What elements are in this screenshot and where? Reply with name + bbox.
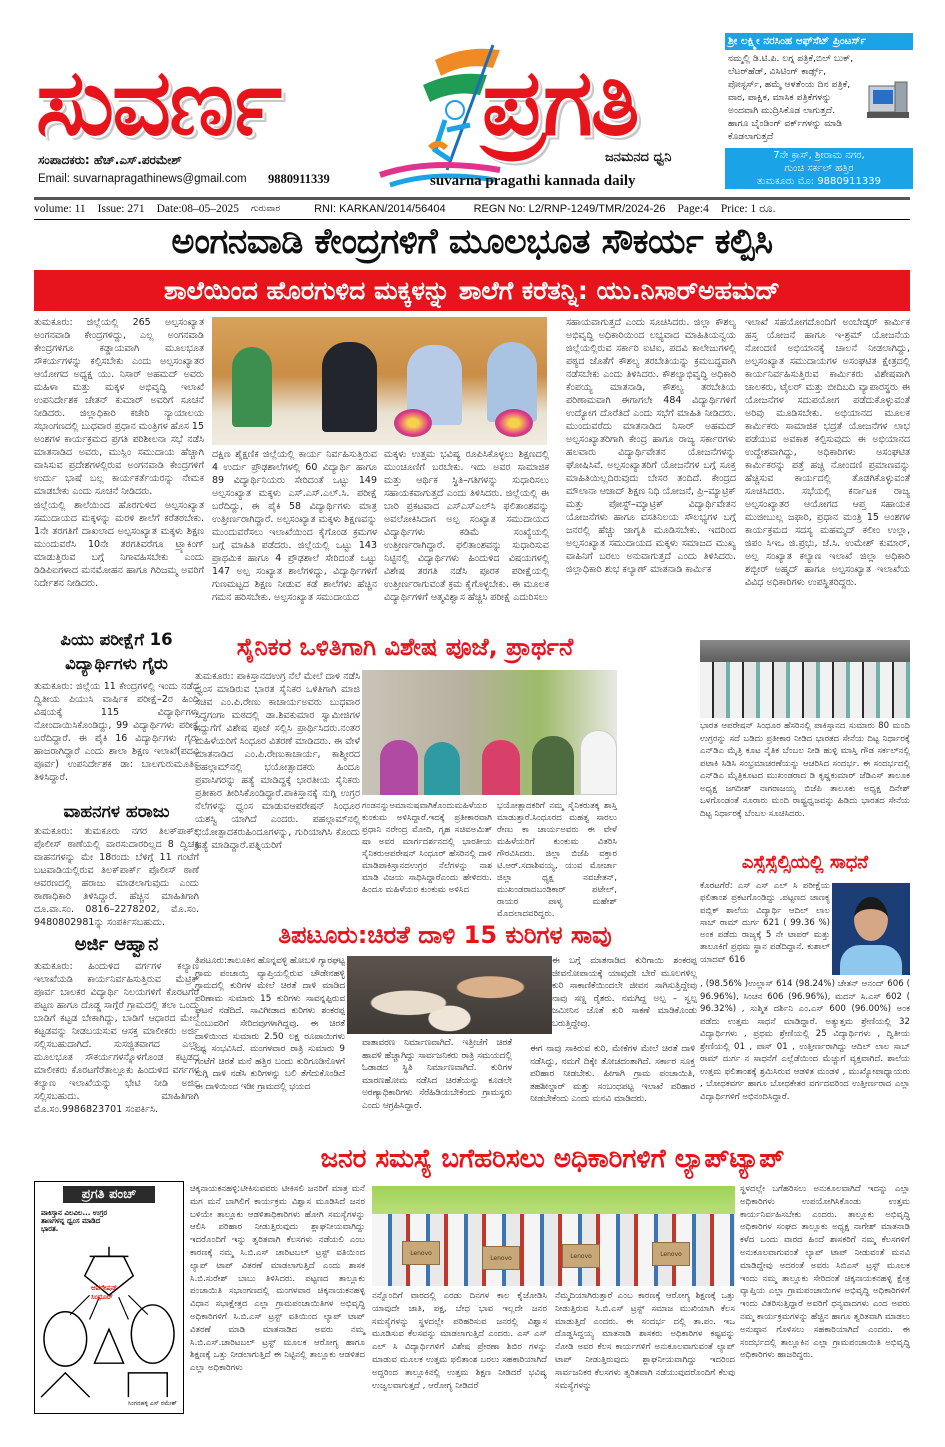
cartoon-title: ಪ್ರಗತಿ ಪಂಚ್ — [63, 1186, 155, 1203]
pu-exam-headline — [34, 628, 199, 676]
price: Price: 1 ರೂ. — [720, 202, 776, 215]
person-figure — [380, 740, 418, 795]
laptop-box: Lenovo — [482, 1246, 520, 1270]
lead-column-2 — [212, 448, 377, 630]
address-line: ತುಮಕೂರು ಮೊ: 9880911339 — [757, 176, 881, 187]
page-number: Page:4 — [677, 203, 709, 215]
lead-column-4 — [566, 316, 736, 621]
vehicle-auction-headline: ವಾಹನಗಳ ಹರಾಜು — [63, 802, 170, 822]
person-figure — [580, 730, 617, 795]
cartoon-drawing-icon — [35, 1237, 183, 1402]
flower-bouquet — [495, 409, 533, 437]
laptop-column-3 — [555, 1290, 735, 1415]
story-paragraph: ಭಾರತ ಆಪರೇಷನ್ ಸಿಂಧೂರ ಹೆಸರಿನಲ್ಲಿ ಪಾಕಿಸ್ತಾನದ ಸುಮಾರು 80 ಮಂದಿ ಉಗ್ರರನ್ನು ಸದೆ ಬಡಿದು ಪ್ರತೀಕಾರ ನೀಡಿದ ಭಾರತದ ಸೇನೆಯ ದಿಟ್ಟ ನಿರ್ಧಾರಕ್ಕೆ ಎನ್‌ಡಿಎ ಮೈತ್ರಿ ಕೂಟ ನೈತಿಕ ಬೆಂಬಲ ನೀಡಿ ಹುಳ್ಳಿ ಮಾಸ್ತಿ ಗೌಡ ಸರ್ಕಲ್‌ನಲ್ಲಿ ಪಟಾಕಿ ಸಿಡಿಸಿ ಸಂಭ್ರಮಾಚರಣೆಯನ್ನು ಆಚರಿಸಿದ ಸಂದರ್ಭ. ಈ ಸಂದರ್ಭದಲ್ಲಿ ಎನ್‌ಡಿಎ ಮೈತ್ರಿಕೂಟದ ಮುಖಂಡರಾದ ಡಿ ಕೃಷ್ಣಕುಮಾರ್ ಜೆಡಿಎಸ್ ತಾಲೂಕ ಅಧ್ಯಕ್ಷ ಜಗದೀಶ್ ನಾಗರಾಜಯ್ಯ ಬಿಜೆಪಿ ತಾಲೂಕು ಅಧ್ಯಕ್ಷ ದಿನೇಶ್ ಒಳಗೊಂಡಂತೆ ನೂರಾರು ಮಂದಿ ರಾಷ್ಟ್ರಧ್ವಜವನ್ನು ಹಿಡಿದು ಭಾರತದ ಸೇನೆಯ ದಿಟ್ಟ ನಿರ್ಧಾರಕ್ಕೆ ಬೆಂಬಲ ಸೂಚಿಸಿದರು. — [700, 721, 910, 819]
story-paragraph: ಈ ಬಗ್ಗೆ ಮಾತನಾಡಿದ ಕುರಿಗಾಯಿ ಶಂಕರಪ್ಪ ಜೀವನೋಪಾಯಕ್ಕೆ ಯಾವುದೇ ಬೇರೆ ಮೂಲಗಳಿಲ್ಲ ಕುರಿ ಸಾಕಾಣಿಕೆಯಿಂದಲೇ ಜೀವನ ಸಾಗಿಸುತ್ತಿದ್ದೇವು ನಾವು ಸಣ್ಣ ರೈತರು. ನಮಗಿದ್ದ ಅಲ್ಪ – ಸ್ವಲ್ಪ ಜಮೀನಿನ ಜೊತೆ ಕುರಿ ಸಾಕಣೆ ಮಾಡಿಕೊಂಡು ಬರುತ್ತಿದ್ದೇವು. — [552, 956, 697, 1029]
lead-paragraph: ಸಹಾಯವಾಗುತ್ತದೆ ಎಂದು ಸೂಚಿಸಿದರು. ಜಿಲ್ಲಾ ಕೌಶಲ್ಯ ಅಭಿವೃದ್ಧಿ ಅಧಿಕಾರಿಯಿಂದ ಲಭ್ಯವಾದ ಮಾಹಿತಿಯನ್ವಯ ಜಿಲ್ಲೆಯಲ್ಲಿರುವ ಸರ್ಕಾರಿ ಐಟಿಐ, ಪದವಿ ಕಾಲೇಜುಗಳಲ್ಲಿ ಪಠ್ಯದ ಜೊತೆಗೆ ಕೌಶಲ್ಯ ತರಬೇತಿಯನ್ನು ಕ್ರಮಬದ್ಧವಾಗಿ ನಡೆಸಬೇಕು ಎಂದು ತಿಳಿಸಿದರು. ಕೌಶಲ್ಯಾಭಿವೃದ್ಧಿ ಅಧಿಕಾರಿ ಕೆಂಪಯ್ಯ ಮಾತನಾಡಿ, ಕೌಶಲ್ಯ ತರಬೇತಿಯ ಪರಿಣಾಮವಾಗಿ ಈಗಾಗಲೇ 484 ವಿದ್ಯಾರ್ಥಿಗಳಿಗೆ ಉದ್ಯೋಗ ದೊರೆತಿದೆ ಎಂದು ಸಭೆಗೆ ಮಾಹಿತಿ ನೀಡಿದರು. ಮುಂದುವರೆದು ಮಾತನಾಡಿದ ನಿಸಾರ್ ಅಹಮದ್ ಅಲ್ಪಸಂಖ್ಯಾತರಿಗಾಗಿ ಕೇಂದ್ರ ಹಾಗೂ ರಾಜ್ಯ ಸರ್ಕಾರಗಳು ಹಲವಾರು ವಿದ್ಯಾರ್ಥಿವೇತನ ಯೋಜನೆಗಳನ್ನು ಘೋಷಿಸಿವೆ. ಅಲ್ಪಸಂಖ್ಯಾತರಿಗೆ ಯೋಜನೆಗಳ ಬಗ್ಗೆ ಸೂಕ್ತ ಮಾಹಿತಿಯಿಲ್ಲದಿರುವುದು ಬೇಸರ ತಂದಿದೆ. ಕೇಂದ್ರದ ಮೌಲಾನಾ ಆಜಾದ್ ಶಿಕ್ಷಣ ನಿಧಿ ಯೋಜನೆ, ಪ್ರಿ–ಮ್ಯಾಟ್ರಿಕ್ ಮತ್ತು ಪೋಸ್ಟ್–ಮ್ಯಾಟ್ರಿಕ್ ವಿದ್ಯಾರ್ಥಿವೇತನ ಯೋಜನೆಗಳು ಹಾಗೂ ವಸತಿನಿಲಯ ಸೌಲಭ್ಯಗಳ ಬಗ್ಗೆ ಜನರಲ್ಲಿ ಹೆಚ್ಚು ಜಾಗೃತಿ ಮೂಡಿಸಬೇಕು. ಇದರಿಂದ ಅಲ್ಪಸಂಖ್ಯಾತ ಸಮುದಾಯದ ಮಕ್ಕಳು ಸಮಾಜದ ಮುಖ್ಯ ವಾಹಿನಿಗೆ ಬರಲು ಅನುವಾಗುತ್ತದೆ ಎಂದು ತಿಳಿಸಿದರು. ಜಿಲ್ಲಾಧಿಕಾರಿ ಶುಭ ಕಲ್ಯಾಣ್ ಮಾತನಾಡಿ ಕಾರ್ಮಿಕ — [566, 317, 736, 575]
rni: RNI: KARKAN/2014/56404 — [314, 203, 446, 215]
person-figure — [232, 347, 272, 427]
tagline: ಜನಮನದ ಧ್ವನಿ — [605, 150, 672, 165]
leopard-headline: ತಿಪಟೂರು:ಚಿರತೆ ದಾಳಿ 15 ಕುರಿಗಳ ಸಾವು — [278, 921, 612, 949]
lead-column-3 — [384, 448, 549, 630]
soldiers-column-1 — [195, 670, 360, 851]
story-paragraph: ತುಮಕೂರು: ತುಮಕೂರು ನಗರ ತಿಲಕ್‌ಪಾರ್ಕ್ ಪೊಲೀಸ್ ಠಾಣೆಯಲ್ಲಿ ವಾರಸುದಾರರಿಲ್ಲದ 8 ದ್ವಿಚಕ್ರ ವಾಹನಗಳನ್ನು ಮೇ 18ರಂದು ಬೆಳಿಗ್ಗೆ 11 ಗಂಟೆಗೆ ಬಟವಾಡಿಯಲ್ಲಿರುವ ತಿಲಕ್‌ಪಾರ್ಕ್ ಪೊಲೀಸ್ ಠಾಣೆ ಆವರಣದಲ್ಲಿ ಹರಾಜು ಮಾಡಲಾಗುವುದು ಎಂದು ಠಾಣಾಧಿಕಾರಿ ತಿಳಿಸಿದ್ದಾರೆ. ಹೆಚ್ಚಿನ ಮಾಹಿತಿಗಾಗಿ ದೂ.ವಾ.ಸಂ. 0816–2278202, ಮೊ.ಸಂ. 9480802981ನ್ನು ಸಂಪರ್ಕಿಸಬಹುದು. — [34, 826, 199, 928]
cartoon-caption: ಪಾಕಿಸ್ತಾನ ವಿಲವಿಲ... ಉಗ್ರರ ತಾಣಗಳನ್ನ ಧ್ವಂಸ ಮಾಡಿದ ಭಾರತ. — [41, 1209, 108, 1233]
soldiers-column-3 — [497, 800, 617, 919]
story-paragraph: ಕೊರಟಗೆರೆ: ಎಸ್ ಎಸ್ ಎಲ್ ಸಿ ಪರೀಕ್ಷೆಯ ಫಲಿತಾಂಶ ಪ್ರಕಟಗೊಂಡಿದ್ದು .ಪಟ್ಟಣದ ಚಾಣಕ್ಯ ಪಬ್ಲಿಕ್ ಶಾಲೆಯ ವಿದ್ಯಾರ್ಥಿ ಆದಿಲ್ ಲಾಲ ಸಾಬ್ ರಾಮ್ ದುರ್ಗ 621 ( 99.36 %) ಅಂಕ ಪಡೆದು ರಾಜ್ಯಕ್ಕೆ 5 ನೇ ಟಾಪರ್ ಮತ್ತು ತಾಲೂಕಿಗೆ ಪ್ರಥಮ ಸ್ಥಾನ ಪಡೆದಿದ್ದಾನೆ. ಕುಶಾಲ್ ಯಾದವ್ 616 — [700, 881, 830, 965]
soldiers-photo — [362, 670, 617, 795]
lead-paragraph: ಮಕ್ಕಳು ಉತ್ತಮ ಭವಿಷ್ಯ ರೂಪಿಸಿಕೊಳ್ಳಲು ಶಿಕ್ಷಣದಲ್ಲಿ ಮುಂಚೂಣಿಗೆ ಬರಬೇಕು. ಇದು ಅವರ ಸಾಮಾಜಿಕ ಮತ್ತು ಆರ್ಥಿಕ ಸ್ಥಿತಿ–ಗತಿಗಳನ್ನು ಸುಧಾರಿಸಲು ಸಹಾಯಕವಾಗುತ್ತದೆ ಎಂದು ತಿಳಿಸಿದರು. ಜಿಲ್ಲೆಯಲ್ಲಿ ಈ ಬಾರಿ ಪ್ರಕಟವಾದ ಎಸ್‌ಎಸ್‌ಎಲ್‌ಸಿ ಫಲಿತಾಂಶವನ್ನು ಅವಲೋಕಿಸಿದಾಗ ಅಲ್ಪ ಸಂಖ್ಯಾತ ಸಮುದಾಯದ ವಿದ್ಯಾರ್ಥಿಗಳು ಕಡಿಮೆ ಸಂಖ್ಯೆಯಲ್ಲಿ ಉತ್ತೀರ್ಣರಾಗಿದ್ದಾರೆ. ಫಲಿತಾಂಶವನ್ನು ಸುಧಾರಿಸುವ ನಿಟ್ಟಿನಲ್ಲಿ ವಿದ್ಯಾರ್ಥಿಗಳು ಹಿಂದುಳಿದ ವಿಷಯಗಳಲ್ಲಿ ವಿಶೇಷ ತರಗತಿ ನಡೆಸಿ ಪೂರಕ ಪರೀಕ್ಷೆಯಲ್ಲಿ ಉತ್ತೀರ್ಣರಾಗುವಂತೆ ಕ್ರಮ ಕೈಗೊಳ್ಳಬೇಕು. ಈ ಮೂಲಕ ವಿದ್ಯಾರ್ಥಿಗಳಿಗೆ ಆತ್ಮವಿಶ್ವಾಸ ಹೆಚ್ಚಿಸಿ ಪರೀಕ್ಷೆ ಎದುರಿಸಲು — [384, 449, 549, 603]
leopard-column-3b — [530, 1043, 695, 1138]
story-paragraph: ತುಮಕೂರು: ಹಿಂದುಳಿದ ವರ್ಗಗಳ ಕಲ್ಯಾಣ ಇಲಾಖೆಯಡಿ ಕಾರ್ಯನಿರ್ವಹಿಸುತ್ತಿರುವ ಮೆಟ್ರಿಕ್ ಪೂರ್ವ ಬಾಲಕರ ವಿದ್ಯಾರ್ಥಿ ನಿಲಯಗಳಿಗೆ ಕೊರಟಗೆರೆ ಪಟ್ಟಣ ಹಾಗೂ ದೊಡ್ಡ ಸಾಗ್ಗೆರೆ ಗ್ರಾಮದಲ್ಲಿ ತಲಾ ಒಂದು ಬಾಡಿಗೆ ಕಟ್ಟಡ ಬೇಕಾಗಿದ್ದು, ಬಾಡಿಗೆ ಆಧಾರದ ಮೇಲೆ ಕಟ್ಟಡವನ್ನು ನೀಡಬಯಸುವ ಆಸಕ್ತ ಮಾಲೀಕರು ಅರ್ಜಿ ಸಲ್ಲಿಸಬಹುದಾಗಿದೆ. ಸುಸಜ್ಜಿತವಾಗದ ಎಲ್ಲಾ ಮೂಲಭೂತ ಸೌಕರ್ಯಗಳನ್ನೊಳಗೊಂಡ ಕಟ್ಟಡದ ಮಾಲೀಕರು ಕೊರಟಗೆರೆತಾಲ್ಲೂಕು ಹಿಂದುಳಿದ ವರ್ಗಗಳ ಕಲ್ಯಾಣ ಇಲಾಖೆಯನ್ನು ಭೇಟಿ ನೀಡಿ ಅರ್ಜಿ ಸಲ್ಲಿಸಬಹುದು. ಮಾಹಿತಿಗಾಗಿ ಮೊ.ಸಂ.9986823701 ಸಂಪರ್ಕಿಸಿ. — [34, 961, 199, 1115]
laptop-headline: ಜನರ ಸಮಸ್ಯೆ ಬಗೆಹರಿಸಲು ಅಧಿಕಾರಿಗಳಿಗೆ ಲ್ಯಾಪ್‌ಟ್ಯಾಪ್ — [320, 1144, 785, 1174]
student-face — [854, 897, 888, 941]
volume: volume: 11 — [34, 203, 86, 215]
laptop-column-1 — [190, 1183, 365, 1413]
phone-contact: 9880911339 — [268, 172, 330, 186]
editor-name: ಸಂಪಾದಕರು: ಹೆಚ್.ಎಸ್.ಪರಮೇಶ್ — [38, 153, 182, 167]
story-paragraph: ಚಿಕ್ಕನಾಯಕನಹಳ್ಳಿ:ಟೀಕಿಸುವವರು ಟೀಕಿಸಲಿ ಜನರಿಗೆ ಮಾತ್ರ ಮನೆ ಮಗ ಮನೆ ಬಾಗಿಲಿಗೆ ಕಾರ್ಯಕ್ರಮ ವಿಶ್ವಾಸ ಮೂಡಿಸಿದೆ ಜನರ ಬಳಿಯೇ ತಾಲ್ಲೂಕು ಆಡಳಿತಾಧಿಕಾರಿಗಳು ಹೋಗಿ ಸಮಸ್ಯೆಗಳನ್ನು ಆಲಿಸಿ ಪರಿಹಾರ ನೀಡುತ್ತಿರುವುದು ಶ್ಲಾಘನೀಯವಾಗಿದ್ದು ಇದರೊಂದಿಗೆ ಇನ್ನು ತ್ವರಿತವಾಗಿ ಕೆಲಸಗಳು ನಡೆಯಲಿ ಎಂಬ ಕಾರಣಕ್ಕೆ ನಮ್ಮ ಸಿ.ಬಿ.ಎಸ್ ಚಾರಿಟಬಲ್ ಟ್ರಸ್ಟ್ ವತಿಯಿಂದ ಲ್ಯಾಪ್ ಟಾಪ್ ವಿತರಣೆ ಮಾಡಲಾಗುತ್ತಿದೆ ಎಂದು ಶಾಸಕ ಸಿ.ಬಿ.ಸುರೇಶ್ ಬಾಬು ತಿಳಿಸಿದರು. ಪಟ್ಟಣದ ತಾಲ್ಲೂಕು ಪಂಚಾಯಿತಿ ಸಭಾಂಗಣದಲ್ಲಿ ಮಂಗಳವಾರ ಚಿಕ್ಕನಾಯಕನಹಳ್ಳಿ ವಿಧಾನ ಸಭಾಕ್ಷೇತ್ರದ ಎಲ್ಲಾ ಗ್ರಾಮಪಂಚಾಯಿತಿಗಳ ಅಭಿವೃದ್ಧಿ ಅಧಿಕಾರಿಗಳಿಗೆ ಸಿ.ಬಿ.ಎಸ್ ಟ್ರಸ್ಟ್ ವತಿಯಿಂದ ಲ್ಯಾಪ್ ಟಾಪ್ ವಿತರಣೆ ಮಾಡಿ ಮಾತನಾಡಿದ ಅವರು ನಮ್ಮ ಸಿ.ಬಿ.ಎಸ್.ಚಾರಿಟಬಲ್ ಟ್ರಸ್ಟ್ ಮೂಲಕ ಆರೋಗ್ಯ ಹಾಗೂ ಶಿಕ್ಷಣಕ್ಕೆ ಒತ್ತು ನೀಡಲಾಗುತ್ತಿದೆ ಈ ನಿಟ್ಟಿನಲ್ಲಿ ತಾಲ್ಲೂಕು ಆಡಳಿತದ ಎಲ್ಲಾ ಅಧಿಕಾರಿಗಳು — [190, 1184, 365, 1374]
rally-photo — [700, 640, 910, 718]
email-contact: Email: suvarnapragathinews@gmail.com — [38, 173, 247, 185]
laptop-box: Lenovo — [402, 1241, 440, 1265]
lead-paragraph: ಜಿಲ್ಲೆಯಲ್ಲಿ ಶಾಲೆಯಿಂದ ಹೊರಗುಳಿದ ಅಲ್ಪಸಂಖ್ಯಾತ ಸಮುದಾಯದ ಮಕ್ಕಳನ್ನು ಮರಳಿ ಶಾಲೆಗೆ ಕರೆತರಬೇಕು. 1ನೇ ತರಗತಿಗೆ ದಾಖಲಾದ ಅಲ್ಪಸಂಖ್ಯಾತ ಮಕ್ಕಳು ಶಿಕ್ಷಣ ಮುಂದುವರೆಸಿ 10ನೇ ತರಗತಿವರೆಗೂ ಟ್ರ್ಯಾಕಿಂಗ್ ಮಾಡುತ್ತಿರುವ ಬಗ್ಗೆ ನಿಗಾವಹಿಸಬೇಕು ಎಂದು ಡಿಡಿಪಿಐಗಳಾದ ಮನಮೋಹನ ಹಾಗೂ ಗಿರಿಜಮ್ಮ ಅವರಿಗೆ ನಿರ್ದೇಶನ ನೀಡಿದರು. — [34, 500, 204, 589]
masthead — [0, 0, 945, 200]
leopard-column-3a — [552, 955, 697, 1040]
sslc-body-2 — [700, 978, 910, 1130]
laptop-column-2 — [372, 1290, 547, 1415]
headline-line: ಪಿಯು ಪರೀಕ್ಷೆಗೆ 16 — [60, 630, 173, 649]
laptop-distribution-photo — [372, 1186, 735, 1286]
laptop-box: Lenovo — [562, 1244, 600, 1268]
flower-bouquet — [394, 409, 432, 437]
story-paragraph: ಭಯೋತ್ಪಾದಕರಿಗೆ ನಮ್ಮ ಸೈನಿಕರುತಕ್ಕ ಶಾಸ್ತಿ ಮಾಡುತ್ತಾರೆ.ಸಿಂಧೂರದ ಮಹತ್ವ ಸಾರಲು ರೇಣು ಕಾ ಚಾರ್ಯಅವರು ಈ ವೇಳೆ ಮಹಿಳೆಯರಿಗೆ ಕುಂಕುಮ ವಿತರಿಸಿ ಗೌರವಿಸಿದರು. ಜಿಲ್ಲಾ ಬಿಜೆಪಿ ವಕ್ತಾರ ಟಿ.ಆರ್.ಸದಾಶಿವಯ್ಯ, ಯುವ ಮೋರ್ಚಾ ಜಿಲ್ಲಾ ಧ್ಯಕ್ಷ ನವಚೇತನ್, ಮುಖಂಡರಾದಬಂಡಿಕಾರ್ ಪಟೇಲ್, ರಾಯರ ಪಾಳ್ಯ ಮಹೇಶ್ ಮೊದಲಾದವರಿದ್ದರು. — [497, 801, 617, 919]
cartoon-signature: ಸಿಂಗನಹಳ್ಳಿ ಎಸ್ ರಮೇಶ್ — [127, 1400, 177, 1407]
student-photo — [832, 883, 910, 975]
logo-title-part2: ಪ್ರಗತಿ — [482, 48, 638, 156]
student-shirt — [840, 945, 902, 975]
vehicle-auction-body — [34, 825, 199, 933]
person-figure — [424, 742, 460, 795]
advert-title: ಶ್ರೀ ಲಕ್ಷ್ಮೀ ನರಸಿಂಹ ಆಫ್‌ಸೆಟ್ ಪ್ರಿಂಟರ್ಸ್ — [725, 33, 913, 50]
issue: Issue: 271 — [97, 203, 145, 215]
pragati-punch-cartoon — [34, 1181, 184, 1414]
sslc-headline: ಎಸ್ಸೆಸ್ಸೆಲ್ಸಿಯಲ್ಲಿ ಸಾಧನೆ — [741, 852, 869, 873]
cartoon-label: ಆಪರೇಷನ್ ಸಿಂಧೂರ್ — [91, 1284, 118, 1301]
leopard-column-1 — [195, 955, 345, 1135]
application-body — [34, 960, 199, 1170]
pu-exam-body — [34, 680, 199, 800]
regn: REGN No: L2/RNP-1249/TMR/2024-26 — [473, 203, 666, 215]
lead-paragraph: ದಕ್ಷಿಣ ಶೈಕ್ಷಣಿಕ ಜಿಲ್ಲೆಯಲ್ಲಿ ಕಾರ್ಯ ನಿರ್ವಹಿಸುತ್ತಿರುವ 4 ಉರ್ದು ಪ್ರೌಢಶಾಲೆಗಳಲ್ಲಿ 60 ವಿದ್ಯಾರ್ಥಿ ಹಾಗೂ 89 ವಿದ್ಯಾರ್ಥಿನಿಯರು ಸೇರಿದಂತೆ ಒಟ್ಟು 149 ಅಲ್ಪಸಂಖ್ಯಾತ ಮಕ್ಕಳು ಎಸ್.ಎಸ್.ಎಲ್.ಸಿ. ಪರೀಕ್ಷೆ ಬರೆದಿದ್ದು, ಈ ಪೈಕಿ 58 ವಿದ್ಯಾರ್ಥಿಗಳು ಮಾತ್ರ ಉತ್ತೀರ್ಣರಾಗಿದ್ದಾರೆ. ಅಲ್ಪಸಂಖ್ಯಾತ ಮಕ್ಕಳು ಶಿಕ್ಷಣವನ್ನು ಮುಂದುವರೆಸಲು ಇಲಾಖೆಯಿಂದ ಕೈಗೊಂಡ ಕ್ರಮಗಳ ಬಗ್ಗೆ ಮಾಹಿತಿ ಪಡೆದರು. ಜಿಲ್ಲೆಯಲ್ಲಿ ಒಟ್ಟು 143 ಪ್ರಾಥಮಿಕ ಹಾಗೂ 4 ಪ್ರೌಢಶಾಲೆ ಸೇರಿದಂತೆ ಒಟ್ಟು 147 ಅಲ್ಪ ಸಂಖ್ಯಾತ ಶಾಲೆಗಳಿದ್ದು, ವಿದ್ಯಾರ್ಥಿಗಳಿಗೆ ಗುಣಮಟ್ಟದ ಶಿಕ್ಷಣ ನೀಡುವ ಕಡೆ ಶಾಲೆಗಳು ಹೆಚ್ಚಿನ ಗಮನ ಹರಿಸಬೇಕು. ಅಲ್ಪಸಂಖ್ಯಾತ ಸಮುದಾಯದ — [212, 449, 377, 603]
story-paragraph: ತಿಪಟೂರು:ತಾಲೂಕಿನ ಹೊನ್ನವಳ್ಳಿ ಹೋಬಳಿ ಗ್ಯಾರಘಟ್ಟ ಗ್ರಾಮ ಪಂಚಾಯ್ತಿ ವ್ಯಾಪ್ತಿಯಲ್ಲಿರುವ ಚೌಡೇನಹಳ್ಳಿ ಗ್ರಾಮದಲ್ಲಿ ಕುರಿಗಳ ಮೇಲೆ ಚಿರತೆ ದಾಳಿ ಮಾಡಿದ ಪರಿಣಾಮ ಸುಮಾರು 15 ಕುರಿಗಳು ಸಾವನ್ನಪ್ಪಿರುವ ಘಟನೆ ನಡೆದಿದೆ. ಸಾವಿಗೀಡಾದ ಕುರಿಗಳು ಶಂಕರಪ್ಪ ಎಂಬುವರಿಗೆ ಸೇರಿದವುಗಳಾಗಿದ್ದವು. ಈ ಚಿರತೆ ದಾಳಿಯಿಂದ ಸುಮಾರು 2.50 ಲಕ್ಷ ರೂಪಾಯಿಗಳು ನಷ್ಟ ಸಂಭವಿಸಿದೆ. ಮಂಗಳವಾರ ರಾತ್ರಿ ಸುಮಾರು 9 ಗಂಟೆಗೆ ಚಿರತೆ ಮನೆ ಹತ್ತಿರ ಬಂದು ಕುರಿಗೂಡಿನೊಳಗೆ ನುಗ್ಗಿ ದಾಳಿ ನಡೆಸಿ ಕುರಿಗಳನ್ನು ಬಲಿ ತೆಗೆದುಕೊಂಡಿದೆ ಈ ದಾಳಿಯಿಂದ ಇಡೀ ಗ್ರಾಮದಲ್ಲಿ ಭಯದ — [195, 956, 345, 1092]
lead-column-1 — [34, 316, 204, 616]
divider — [34, 219, 910, 220]
printer-advert — [725, 33, 913, 193]
lead-paragraph: ತುಮಕೂರು: ಜಿಲ್ಲೆಯಲ್ಲಿ 265 ಅಲ್ಪಸಂಖ್ಯಾತ ಅಂಗನವಾಡಿ ಕೇಂದ್ರಗಳಿದ್ದು, ಎಲ್ಲ ಅಂಗನವಾಡಿ ಕೇಂದ್ರಗಳಿಗೂ ಕಡ್ಡಾಯವಾಗಿ ಮೂಲಭೂತ ಸೌಕರ್ಯಗಳನ್ನು ಕಲ್ಪಿಸಬೇಕು ಎಂದು ಅಲ್ಪಸಂಖ್ಯಾತರ ಆಯೋಗದ ಅಧ್ಯಕ್ಷ ಯು. ನಿಸಾರ್ ಅಹಮದ್ ಅವರು ಮಹಿಳಾ ಮತ್ತು ಮಕ್ಕಳ ಅಭಿವೃದ್ಧಿ ಇಲಾಖೆ ಉಪನಿರ್ದೇಶಕ ಚೇತನ್ ಕುಮಾರ್ ಅವರಿಗೆ ಸೂಚನೆ ನೀಡಿದರು. ಜಿಲ್ಲಾಧಿಕಾರಿ ಕಚೇರಿ ನ್ಯಾಯಾಲಯ ಸಭಾಂಗಣದಲ್ಲಿ ಬುಧವಾರ ಪ್ರಧಾನ ಮಂತ್ರಿಗಳ ಹೊಸ 15 ಅಂಶಗಳ ಕಾರ್ಯಕ್ರಮದ ಪ್ರಗತಿ ಪರಿಶೀಲನಾ ಸಭೆ ನಡೆಸಿ ಮಾತನಾಡಿದ ಅವರು, ಮುಸ್ಲಿಂ ಸಮುದಾಯ ಹೆಚ್ಚಾಗಿ ವಾಸಿಸುವ ಪ್ರದೇಶಗಳಲ್ಲಿರುವ ಅಂಗನವಾಡಿ ಕೇಂದ್ರಗಳಿಗೆ ಉರ್ದು ಭಾಷೆ ಬಲ್ಲ ಕಾರ್ಯಕರ್ತೆಯರನ್ನು ನೇಮಕ ಮಾಡಬೇಕು ಎಂದು ಸೂಚನೆ ನೀಡಿದರು. — [34, 317, 204, 497]
leopard-column-2 — [362, 1037, 512, 1137]
story-paragraph: ಈಗ ನಾವು ಸಾಕಿರುವ ಕುರಿ, ಮೇಕೆಗಳ ಮೇಲೆ ಚಿರತೆ ದಾಳಿ ನಡೆಸಿದ್ದು, ನಮಗೆ ದಿಕ್ಕೇ ತೋಚದಂತಾಗಿದೆ. ಸರ್ಕಾರ ಸೂಕ್ತ ಪರಿಹಾರ ನೀಡಬೇಕು. ಹೀಗಾಗಿ ಗ್ರಾಮ ಪಂಚಾಯಿತಿ, ತಹಶೀಲ್ದಾರ್ ಮತ್ತು ಸಂಬಂಧಪಟ್ಟ ಇಲಾಖೆ ಪರಿಹಾರ ನೀಡಬೇಕೆಂದು ಎಂದು ಮನವಿ ಮಾಡಿದರು. — [530, 1044, 695, 1105]
laptop-box: Lenovo — [652, 1242, 690, 1266]
lead-column-5 — [745, 316, 910, 621]
lead-paragraph: ಇಲಾಖೆ ಸಹಯೋಗದೊಂದಿಗೆ ಅಂಬೇಡ್ಕರ್ ಕಾರ್ಮಿಕ ಹಸ್ತ ಯೋಜನೆ ಹಾಗೂ ಇ-ಶ್ರಮ್ ಯೋಜನೆಯ ನೋಂದಣಿ ಅಭಿಯಾನಕ್ಕೆ ಚಾಲನೆ ನೀಡಲಾಗಿದ್ದು, ಅಲ್ಪಸಂಖ್ಯಾತ ಸಮುದಾಯಗಳ ಅಸಂಘಟಿತ ಕ್ಷೇತ್ರದಲ್ಲಿ ಕಾರ್ಯನಿರ್ವಹಿಸುತ್ತಿರುವ ಕಾರ್ಮಿಕರು ವಿಶೇಷವಾಗಿ ಚಾಲಕರು, ಟೈಲರ್ ಮತ್ತು ಬೀದಿಬದಿ ವ್ಯಾಪಾರಸ್ಥರು ಈ ಯೋಜನೆಗಳ ಸದುಪಯೋಗ ಪಡೆದುಕೊಳ್ಳುವಂತೆ ಅರಿವು ಮೂಡಿಸಬೇಕು. ಅಭಿಯಾನದ ಮೂಲಕ ಕಾರ್ಮಿಕರು ಸಾಮಾಜಿಕ ಭದ್ರತೆ ಯೋಜನೆಗಳ ಲಾಭ ಪಡೆಯುವ ಅವಕಾಶ ಕಲ್ಪಿಸುವುದು ಈ ಅಭಿಯಾನದ ಉದ್ದೇಶವಾಗಿದ್ದು, ಅಧಿಕಾರಿಗಳು ಅಸಂಘಟಿತ ಕಾರ್ಮಿಕರನ್ನು ಪತ್ತೆ ಹಚ್ಚಿ ನೋಂದಣಿ ಪ್ರಮಾಣವನ್ನು ಹೆಚ್ಚಿಸುವ ಕಾರ್ಯದಲ್ಲಿ ತೊಡಗಿಕೊಳ್ಳುವಂತೆ ಸೂಚಿಸಿದರು. ಸಭೆಯಲ್ಲಿ ಕರ್ನಾಟಕ ರಾಜ್ಯ ಅಲ್ಪಸಂಖ್ಯಾತರ ಆಯೋಗದ ಆಪ್ತ ಸಹಾಯಕ ಮುಜೀಬುಲ್ಲ ಜಫಾರಿ, ಪ್ರಧಾನ ಮಂತ್ರಿ 15 ಅಂಶಗಳ ಕಾರ್ಯಕ್ರಮದ ಸದಸ್ಯ ಮಹಮ್ಮದ್ ಕಲೀಂ ಉಲ್ಲಾ, ಜಿಪಂ ಸಿಇಒ ಜಿ.ಪ್ರಭು, ಜೆ.ಸಿ. ಉಮೇಶ್ ಕುಮಾರ್, ಅಲ್ಪ ಸಂಖ್ಯಾತ ಕಲ್ಯಾಣ ಇಲಾಖೆ ಜಿಲ್ಲಾ ಅಧಿಕಾರಿ ಶಬ್ಬೀರ್ ಅಹ್ಮದ್ ಹಾಗೂ ಅಲ್ಪಸಂಖ್ಯಾತ ಇಲಾಖೆಯ ವಿವಿಧ ಅಧಿಕಾರಿಗಳು ಉಪಸ್ಥಿತರಿದ್ದರು. — [745, 317, 910, 588]
story-paragraph: ವಾತಾವರಣ ನಿರ್ಮಾಣವಾಗಿದೆ. ಇತ್ತೀಚೆಗೆ ಚಿರತೆ ಹಾವಳಿ ಹೆಚ್ಚಾಗಿದ್ದು ಸಾರ್ವಜನಿಕರು ರಾತ್ರಿ ಸಮಯದಲ್ಲಿ ಓಡಾಡದ ಸ್ಥಿತಿ ನಿರ್ಮಾಣವಾಗಿದೆ. ಕುರಿಗಳ ಮಾರಣಹೋಮ ನಡೆಸಿದ ಚಿರತೆಯನ್ನು ಕೂಡಲೇ ಅರಣ್ಯಾಧಿಕಾರಿಗಳು ಸೆರೆಹಿಡಿಯಬೇಕೆಂದು ಗ್ರಾಮಸ್ಥರು ಎಂದು ಆಗ್ರಹಿಸಿದ್ದಾರೆ. — [362, 1038, 512, 1111]
logo-title-part1: ಸುವರ್ಣ — [36, 48, 281, 156]
soldiers-column-2 — [362, 800, 492, 910]
story-paragraph: ತುಮಕೂರು: ಜಿಲ್ಲೆಯ 11 ಕೇಂದ್ರಗಳಲ್ಲಿ ಇಂದು ನಡೆದ ದ್ವಿತೀಯ ಪಿಯುಸಿ ವಾರ್ಷಿಕ ಪರೀಕ್ಷೆ–2ರ ಹಿಂದಿ ವಿಷಯಕ್ಕೆ 115 ವಿದ್ಯಾರ್ಥಿಗಳು ನೋಂದಾಯಿಸಿಕೊಂಡಿದ್ದು, 99 ವಿದ್ಯಾರ್ಥಿಗಳು ಪರೀಕ್ಷೆ ಬರೆದಿದ್ದಾರೆ. ಈ ಪೈಕಿ 16 ವಿದ್ಯಾರ್ಥಿಗಳು ಗೈರು ಹಾಜರಾಗಿದ್ದಾರೆ ಎಂದು ಶಾಲಾ ಶಿಕ್ಷಣ ಇಲಾಖೆ(ಪದವಿ ಪೂರ್ವ) ಉಪನಿರ್ದೇಶಕ ಡಾ: ಬಾಲಗುರುಮೂರ್ತಿ ತಿಳಿಸಿದ್ದಾರೆ. — [34, 681, 199, 783]
subtitle: suvarna pragathi kannada daily — [430, 173, 636, 189]
story-paragraph: ನೆಮ್ಮದಿಯಾಗಿರುತ್ತಾರೆ ಎಂಬ ಕಾರಣಕ್ಕೆ ಆರೋಗ್ಯ ಶಿಕ್ಷಣಕ್ಕೆ ಒತ್ತು ನೀಡುತ್ತಿರುವ ಸಿ.ಬಿ.ಎಸ್ ಟ್ರಸ್ಟ್ ಸಮಾಜ ಮುಖಿಯಾಗಿ ಕೆಲಸ ಮಾಡುತ್ತಿದೆ ಎಂದರು. ಈ ಸಂದರ್ಭ ದಲ್ಲಿ ತಾ.ಪಂ. ಇಒ ದೊಡ್ಡಸಿದ್ದಯ್ಯ ಮಾತನಾಡಿ ಶಾಸಕರು ಅಧಿಕಾರಿಗಳ ಕಷ್ಟವನ್ನು ನೋಡಿ ಅವರ ಕೆಲಸ ಕಾರ್ಯಗಳಿಗೆ ಅನುಕೂಲವಾಗುವಂತೆ ಲ್ಯಾಪ್ ಟಾಪ್ ನೀಡುತ್ತಿರುವುದು ಶ್ಲಾಘನೀಯವಾಗಿದ್ದು ಇದರಿಂದ ಸಾರ್ವಜನಿಕರ ಕೆಲಸಗಳು ತ್ವರಿತವಾಗಿ ನಡೆಯುವುದರೊಂದಿಗೆ ಕೆಲವು ಸಮಸ್ಯೆಗಳನ್ನು — [555, 1291, 735, 1391]
story-paragraph: , (98.56% )ಉಲ್ಲಾಸ್ 614 (98.24%) ಚೇತನ್ ಆನಂದ್ 606 ( 96.96%), ಸಿಂಚನ 606 (96.96%), ಮದನ್ ಸಿ.ಎಸ್ 602 ( 96.32%) , ಸುಶ್ಮಿತ ದರ್ಶಿನಿ ಎಂ.ಎಸ್ 600 (96.00%) ಅಂಕ ಪಡೆದು ಉತ್ತಮ ಸಾಧನೆ ಮಾಡಿದ್ದಾರೆ. ಅತ್ಯುತ್ತಮ ಶ್ರೇಣಿಯಲ್ಲಿ 32 ವಿದ್ಯಾರ್ಥಿಗಳು , ಪ್ರಥಮ ಶ್ರೇಣಿಯಲ್ಲಿ 25 ವಿದ್ಯಾರ್ಥಿಗಳು , ದ್ವಿತೀಯ ಶ್ರೇಣಿಯಲ್ಲಿ 01 , ಪಾಸ್ 01 , ಉತ್ತೀರ್ಣರಾಗಿದ್ದು ಆದಿಲ್ ಲಾಲ ಸಾಬ್ ರಾಮ್ ದುರ್ಗ ನ ಸಾಧನೆಗೆ ಎಲ್ಲೆಡೆಯಿಂದ ಮೆಚ್ಚುಗೆ ವ್ಯಕ್ತವಾಗಿದೆ. ಶಾಲೆಯ ಉತ್ತಮ ಫಲಿತಾಂಶಕ್ಕೆ ಶ್ರಮಿಸಿರುವ ಆಡಳಿತ ಮಂಡಳಿ , ಮುಖ್ಯೋಪಾಧ್ಯಾಯರು , ಬೋಧಕವರ್ಗ ಹಾಗೂ ಬೋಧಕೇತರ ವರ್ಗದವರಿಂದ ಉತ್ತೀರ್ಣರಾದ ಎಲ್ಲಾ ವಿದ್ಯಾರ್ಥಿಗಳಿಗೆ ಅಭಿನಂದಿಸಿದ್ದಾರೆ. — [700, 979, 910, 1102]
advert-address — [725, 148, 913, 189]
rally-caption — [700, 720, 910, 848]
advert-body: ನಮ್ಮಲ್ಲಿ ಡಿ.ಟಿ.ಪಿ. ಲಗ್ನ ಪತ್ರಿಕೆ,ಬಿಲ್ ಬುಕ್, ಲೆಟರ್‌ಹೆಡ್, ವಿಸಿಟಿಂಗ್ ಕಾರ್ಡ್ಸ್, ಪೋಸ್ಟರ್ಸ್, ಹಮ್ಮೆ ಆಳತೆಂಯ ದಿನ ಪತ್ರಿಕೆ, ವಾರ, ಪಾಕ್ಷಿಕ, ಮಾಸಿಕ ಪತ್ರಿಕೆಗಳನ್ನು ಅಂದವಾಗಿ ಮುದ್ರಿಸಿಕೊಡ ಲಾಗುತ್ತದೆ. ಹಾಗೂ ಬೈಂಡಿಂಗ್ ವರ್ಕ್‌ಗಳನ್ನು ಮಾಡಿ ಕೊಡಲಾಗುತ್ತದೆ — [728, 53, 854, 142]
sslc-body-1 — [700, 880, 830, 980]
person-figure — [322, 342, 377, 432]
lead-headline: ಅಂಗನವಾಡಿ ಕೇಂದ್ರಗಳಿಗೆ ಮೂಲಭೂತ ಸೌಕರ್ಯ ಕಲ್ಪಿಸಿ — [171, 222, 773, 262]
crowd — [700, 662, 910, 718]
soldiers-headline: ಸೈನಿಕರ ಒಳಿತಿಗಾಗಿ ವಿಶೇಷ ಪೂಜೆ, ಪ್ರಾರ್ಥನೆ — [236, 633, 574, 661]
date: Date:08–05–2025 — [156, 203, 240, 215]
laptop-column-4 — [740, 1183, 910, 1418]
story-paragraph: ಸ್ಥಳದಲ್ಲೇ ಬಗೆಹರಿಸಲು ಅನುಕೂಲವಾಗಿದೆ ಇದನ್ನು ಎಲ್ಲಾ ಅಧಿಕಾರಿಗಳು ಉಪಯೋಗಿಸಿಕೊಂಡು ಉತ್ತಮ ಕಾರ್ಯನಿರ್ವಹಿಸಬೇಕು ಎಂದರು. ತಾಲ್ಲೂಕು ಅಭಿವೃದ್ಧಿ ಅಧಿಕಾರಿಗಳ ಸಂಘದ ತಾಲ್ಲೂಕು ಅಧ್ಯಕ್ಷ ನಾಗೇಶ್ ಮಾತನಾಡಿ ಕಳೆದ ಒಂದು ವಾರದ ಹಿಂದೆ ಶಾಸಕರಿಗೆ ನಮ್ಮ ಕೆಲಸಗಳಿಗೆ ಅನುಕೂಲವಾಗುವಂತೆ ಲ್ಯಾಪ್ ಟಾಪ್ ನೀಡುವಂತೆ ಮನವಿ ಮಾಡಿದ್ದೇವು ಅದರಂತೆ ಅವರು ಸಿಬಿಎಸ್ ಟ್ರಸ್ಟ್ ಮೂಲಕ ಇಂದು ನಮ್ಮ ತಾಲ್ಲೂಕು ಸೇರಿದಂತೆ ಚಿಕ್ಕನಾಯಕನಹಳ್ಳಿ ಕ್ಷೇತ್ರ ವ್ಯಾಪ್ತಿಯ ಎಲ್ಲಾ ಗ್ರಾಮಪಂಚಾಯಿಗಳ ಅಭಿವೃದ್ಧಿ ಅಧಿಕಾರಿಗಳಿಗೆ ಇಂದು ವಿತರಿಸುತ್ತಿದ್ದಾರೆ ಅವರಿಗೆ ಧನ್ಯವಾದಗಳು ಎಂದ ಅವರು ನಮ್ಮ ಕಾರ್ಯಕ್ರಮಗಳನ್ನು ಹೆಚ್ಚಿನ ಹಾಗೂ ತ್ವರಿತವಾಗಿ ಮಾಡಲು ಅನುಷ್ಠಾನ ಗೊಳಿಸಲು ಸಹಕಾರಿಯಾಗಿದೆ ಎಂದರು. ಈ ಸಂದರ್ಭದಲ್ಲಿ ತಾಲ್ಲೂಕಿನ ಎಲ್ಲಾ ಗ್ರಾಮಪಂಚಾಯಿತಿ ಅಭಿವೃದ್ಧಿ ಅಧಿಕಾರಿಗಳು ಹಾಜರಿದ್ದರು. — [740, 1184, 910, 1361]
story-paragraph: ನನ್ನೊಂದಿಗೆ ವಾರದಲ್ಲಿ ಎರಡು ದಿನಗಳ ಕಾಲ ಕೈಜೋಡಿಸಿ ಯಾವುದೇ ಜಾತಿ, ಪಕ್ಷ, ಬೇಧ ಭಾವ ಇಲ್ಲದೇ ಜನರ ಸಮಸ್ಯೆಗಳನ್ನು ಸ್ಥಳದಲ್ಲೇ ಪರಿಹರಿಸುವ ಜನರಲ್ಲಿ ವಿಶ್ವಾಸ ಮೂಡಿಸುವ ಕೆಲಸವನ್ನು ಮಾಡಲಾಗುತ್ತಿದೆ ಎಂದರು. ಎಸ್ ಎಸ್ ಎಲ್ ಸಿ ವಿದ್ಯಾರ್ಥಿಗಳಿಗೆ ವಿಶೇಷ ಪ್ರೇರಣಾ ಶಿಬಿರ ಗಳನ್ನು ಮಾಡುವ ಮೂಲಕ ಉತ್ತಮ ಫಲಿತಾಂಶ ಬರಲು ಸಹಕಾರಿಯಾಗಿದೆ ಅದ್ದರಿಂದ ತಾಲ್ಲೂಕಿನಲ್ಲಿ ಉತ್ತಮ ಶಿಕ್ಷಣ ನೀಡಿದರೆ ಭವಿಷ್ಯ ಉಜ್ವಲವಾಗುತ್ತದೆ , ಆರೋಗ್ಯ ನೀಡಿದರೆ — [372, 1291, 547, 1391]
person-figure — [482, 740, 520, 795]
application-headline: ಅರ್ಜಿ ಆಹ್ವಾನ — [74, 934, 159, 955]
story-paragraph: ಗಂಡನನ್ನುಅಮಾನುಷವಾಗಿಕೊಂದುಮಹಿಳೆಯರ ಕುಂಕುಮ ಅಳಿಸಿದ್ದಾರೆ.ಇದಕ್ಕೆ ಪ್ರತೀಕಾರವಾಗಿ ಪ್ರಧಾನಿ ನರೇಂದ್ರ ಮೋದಿ, ಗೃಹ ಸಚಿವಅಮಿತ್ ಷಾ ಅವರ ಮಾರ್ಗದರ್ಶನದಲ್ಲಿ ಭಾರತೀಯ ಸೈನಿಕರುಆಪರೇಷನ್ ಸಿಂಧೂರ್ ಹೆಸರಿನಲ್ಲಿ ದಾಳಿ ಮಾಡಿಪಾಕಿಸ್ತಾನದಉಗ್ರರ ನೆಲೆಗಳನ್ನು ನಾಶ ಮಾಡಿ ವಿಜಯ ಸಾಧಿಸಿದ್ದಾರೆಎಂದು ಹೇಳಿದರು. ಹಿಂದೂ ಮಹಿಳೆಯರ ಕುಂಕುಮ ಅಳಿಸಿದ — [362, 801, 492, 895]
meeting-photo — [212, 317, 547, 445]
day: ಗುರುವಾರ — [251, 204, 281, 214]
story-paragraph: ತುಮಕೂರು: ಪಾಕಿಸ್ತಾನದಉಗ್ರ ನೆಲೆ ಮೇಲೆ ದಾಳಿ ನಡೆಸಿ ಧ್ವಂಸ ಮಾಡಿರುವ ಭಾರತ ಸೈನಿಕರ ಒಳಿತಿಗಾಗಿ ಮಾಜಿ ಸಚಿವ ಎಂ.ಪಿ.ರೇಣು ಕಾಚಾರ್ಯಅವರು ಬುಧವಾರ ಸಿದ್ಧಗಂಗಾ ಮಠದಲ್ಲಿ ಡಾ.ಶಿವಕುಮಾರ ಸ್ವಾಮೀಜಿಗಳ ಗದ್ದುಗೆಗೆ ವಿಶೇಷ ಪೂಜೆ ಸಲ್ಲಿಸಿ ಪ್ರಾರ್ಥಿಸಿದರು.ನಂತರ ಮಹಿಳೆಯರಿಗೆ ಸಿಂಧೂರ ವಿತರಣೆ ಮಾಡಿದರು. ಈ ವೇಳೆ ಮಾತನಾಡಿದ ಎಂ.ಪಿ.ರೇಣುಕಾಚಾರ್ಯ, ಕಾಶ್ಮೀರದ ಪಹಲ್ಗಾಮ್‌ನಲ್ಲಿ ಭಯೋತ್ಪಾದಕರು ಹಿಂದೂ ಪ್ರವಾಸಿಗರನ್ನು ಹತ್ಯೆ ಮಾಡಿದ್ದಕ್ಕೆ ಭಾರತೀಯ ಸೈನಿಕರು ಪ್ರತೀಕಾರ ತೀರಿಸಿಕೊಂಡಿದ್ದಾರೆ.ಪಾಕಿಸ್ತಾನಕ್ಕೆ ನುಗ್ಗಿ ಉಗ್ರರ ನೆಲೆಗಳನ್ನು ಧ್ವಂಸ ಮಾಡುವಆಪರೇಷನ್ ಸಿಂಧೂರ ಯಶಸ್ವಿ ಯಾಗಿದೆ ಎಂದರು. ಪಹಲ್ಗಾಮ್‌ನಲ್ಲಿ ಭಯೋತ್ಪಾದಕರುಹಿಂದೂಗಳನ್ನು, ಗುರಿಯಾಗಿಸಿ ಕೊಂದು ಹತ್ಯೆ ಮಾಡಿದ್ದಾರೆ.ಪತ್ನಿಯರಿಗೆ — [195, 671, 360, 851]
address-line: ಗುಂಚಿ ಸರ್ಕಲ್ ಹತ್ತಿರ — [784, 163, 854, 174]
dead-sheep-photo — [347, 956, 552, 1034]
printing-press-icon — [865, 78, 911, 122]
headline-line: ವಿದ್ಯಾರ್ಥಿಗಳು ಗೈರು — [65, 654, 168, 673]
address-line: 7ನೇ ಕ್ರಾಸ್, ಶ್ರೀರಾಮ ನಗರ, — [773, 150, 865, 161]
info-bar — [34, 200, 910, 218]
lead-subheadline: ಶಾಲೆಯಿಂದ ಹೊರಗುಳಿದ ಮಕ್ಕಳನ್ನು ಶಾಲೆಗೆ ಕರೆತನ್ನಿ: ಯು.ನಿಸಾರ್‌ಅಹಮದ್ — [34, 270, 910, 311]
person-figure — [532, 736, 574, 795]
